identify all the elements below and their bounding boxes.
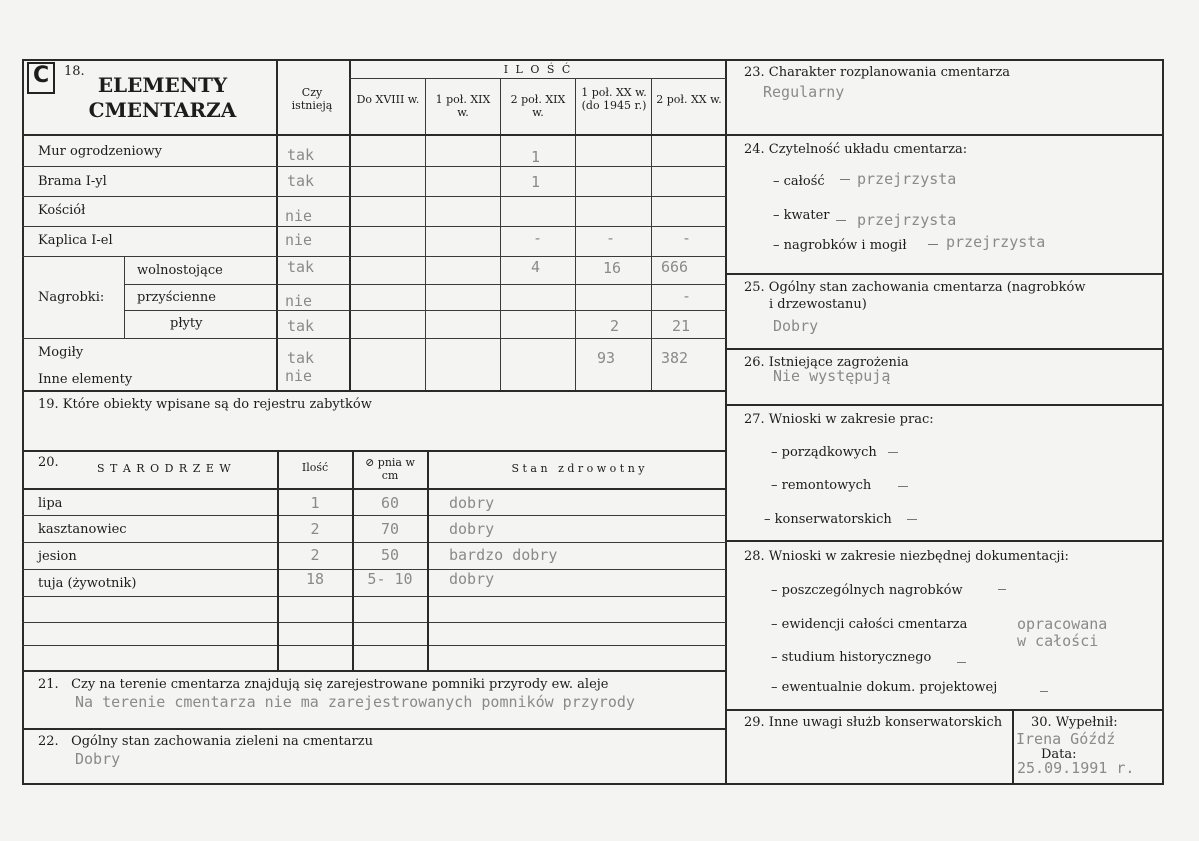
grid-line xyxy=(726,134,1164,136)
col-tree-diameter: ⊘ pnia w cm xyxy=(365,456,415,482)
grid-line xyxy=(22,450,726,452)
grid-line xyxy=(276,59,278,390)
section24-value: przejrzysta xyxy=(946,233,1046,251)
tree-name: tuja (żywotnik) xyxy=(38,576,137,591)
fill-line xyxy=(998,589,1006,590)
row-group-label: Nagrobki: xyxy=(38,290,105,305)
row-value: - xyxy=(606,229,616,247)
section26-value: Nie występują xyxy=(773,367,891,385)
section25-value: Dobry xyxy=(773,317,819,335)
section30-date-label: Data: xyxy=(1041,747,1077,762)
grid-line xyxy=(22,542,726,543)
grid-line xyxy=(349,78,726,79)
fill-line xyxy=(898,486,908,487)
grid-line xyxy=(651,79,652,390)
col-period-4: 1 poł. XX w. (do 1945 r.) xyxy=(581,86,647,112)
frame-line xyxy=(22,59,1164,61)
section24-value: przejrzysta xyxy=(857,170,957,188)
row-value: 1 xyxy=(531,148,541,166)
section24-item: – kwater xyxy=(773,208,830,223)
grid-line xyxy=(22,134,726,136)
grid-line xyxy=(425,79,426,390)
tree-name: jesion xyxy=(38,549,77,564)
section30-label: 30. Wypełnił: xyxy=(1031,715,1118,730)
grid-line xyxy=(124,256,125,338)
section21-value: Na terenie cmentarza nie ma zarejestrowanych pomników przyrody xyxy=(75,693,635,711)
section28-item: – ewidencji całości cmentarza xyxy=(771,617,968,632)
tree-health: dobry xyxy=(449,570,495,588)
section25-label: 25. Ogólny stan zachowania cmentarza (nagrobków xyxy=(744,280,1086,295)
row-exists: nie xyxy=(285,231,313,249)
grid-line xyxy=(277,450,279,670)
row-value: - xyxy=(682,229,692,247)
row-exists: nie xyxy=(285,292,313,310)
section28-item: – poszczególnych nagrobków xyxy=(771,583,963,598)
grid-line xyxy=(726,709,1164,711)
section25-label: i drzewostanu) xyxy=(769,297,867,312)
section18-title-line2: CMENTARZA xyxy=(88,98,237,122)
section20-title: S T A R O D R Z E W xyxy=(97,462,232,475)
row-exists: tak xyxy=(287,349,315,367)
col-period-1: Do XVIII w. xyxy=(356,93,420,106)
section18-title-line1: ELEMENTY xyxy=(97,73,228,97)
section24-value: przejrzysta xyxy=(857,211,957,229)
grid-line xyxy=(22,226,726,227)
section22-label: 22. Ogólny stan zachowania zieleni na cmentarzu xyxy=(38,734,373,749)
col-period-5: 2 poł. XX w. xyxy=(656,93,722,106)
tree-count: 18 xyxy=(305,570,325,588)
tree-count: 2 xyxy=(310,546,320,564)
grid-line xyxy=(22,256,726,257)
grid-line xyxy=(22,196,726,197)
tree-name: lipa xyxy=(38,496,63,511)
row-exists: tak xyxy=(287,317,315,335)
fill-line xyxy=(1040,691,1048,692)
grid-line xyxy=(22,596,726,597)
row-label: Brama I-yl xyxy=(38,174,107,189)
grid-line xyxy=(22,645,726,646)
fill-line xyxy=(840,179,850,180)
row-value: - xyxy=(533,229,543,247)
row-exists: tak xyxy=(287,172,315,190)
section20-number: 20. xyxy=(38,455,59,470)
grid-line xyxy=(22,338,726,339)
grid-line xyxy=(575,79,576,390)
tree-count: 1 xyxy=(310,494,320,512)
fill-line xyxy=(888,452,898,453)
grid-line xyxy=(22,488,726,490)
col-ilosc: I L O Ś Ć xyxy=(503,63,573,76)
row-exists: tak xyxy=(287,146,315,164)
frame-line xyxy=(1162,59,1164,784)
section23-label: 23. Charakter rozplanowania cmentarza xyxy=(744,65,1011,80)
row-value: - xyxy=(682,287,692,305)
frame-line xyxy=(726,783,1164,785)
row-value: 1 xyxy=(531,173,541,191)
row-label: Kaplica I-el xyxy=(38,233,113,248)
grid-line xyxy=(427,450,429,670)
tree-health: dobry xyxy=(449,520,495,538)
grid-line xyxy=(726,348,1164,350)
grid-line xyxy=(22,166,726,167)
row-value: 2 xyxy=(610,317,620,335)
row-label: przyścienne xyxy=(137,290,216,305)
row-label: płyty xyxy=(170,316,203,331)
grid-line xyxy=(726,404,1164,406)
section28-label: 28. Wnioski w zakresie niezbędnej dokumentacji: xyxy=(744,549,1069,564)
row-exists: tak xyxy=(287,258,315,276)
col-tree-health: S t a n z d r o w o t n y xyxy=(511,462,645,475)
section24-item: – nagrobków i mogił xyxy=(773,238,907,253)
section27-item: – konserwatorskich xyxy=(764,512,892,527)
section28-value: opracowana xyxy=(1017,615,1108,633)
tree-health: bardzo dobry xyxy=(449,546,558,564)
col-period-3: 2 poł. XIX w. xyxy=(510,93,566,119)
grid-line xyxy=(22,670,726,672)
corner-mark-letter: C xyxy=(33,63,50,88)
grid-line xyxy=(726,540,1164,542)
section22-value: Dobry xyxy=(75,750,121,768)
row-value: 93 xyxy=(597,349,616,367)
col-tree-count: Ilość xyxy=(301,461,329,474)
section24-item: – całość xyxy=(773,174,825,189)
grid-line xyxy=(125,284,726,285)
tree-health: dobry xyxy=(449,494,495,512)
col-period-2: 1 poł. XIX w. xyxy=(435,93,491,119)
tree-count: 2 xyxy=(310,520,320,538)
grid-line xyxy=(22,390,726,392)
frame-line xyxy=(22,59,24,784)
grid-line xyxy=(22,728,726,730)
grid-line xyxy=(500,79,501,390)
grid-line xyxy=(726,273,1164,275)
section27-item: – remontowych xyxy=(771,478,872,493)
row-value: 382 xyxy=(661,349,689,367)
fill-line xyxy=(836,220,846,221)
section29-label: 29. Inne uwagi służb konserwatorskich xyxy=(744,715,1003,730)
col-czy-istnieja: Czy istnieją xyxy=(291,86,333,112)
fill-line xyxy=(957,662,966,663)
row-exists: nie xyxy=(285,207,313,225)
section28-item: – ewentualnie dokum. projektowej xyxy=(771,680,998,695)
grid-line xyxy=(22,515,726,516)
section21-label: 21. Czy na terenie cmentarza znajdują się zarejestrowane pomniki przyrody ew. aleje xyxy=(38,677,609,692)
section18-number: 18. xyxy=(64,64,85,79)
section26-label: 26. Istniejące zagrożenia xyxy=(744,355,909,370)
tree-diameter: 70 xyxy=(380,520,400,538)
section19-label: 19. Które obiekty wpisane są do rejestru zabytków xyxy=(38,397,372,412)
grid-line xyxy=(349,59,351,390)
section24-label: 24. Czytelność układu cmentarza: xyxy=(744,142,968,157)
row-value: 4 xyxy=(531,258,541,276)
section28-item: – studium historycznego xyxy=(771,650,932,665)
grid-line xyxy=(1012,709,1014,784)
section23-value: Regularny xyxy=(763,83,845,101)
section30-name: Irena Góźdź xyxy=(1016,730,1116,748)
frame-line xyxy=(725,59,727,784)
section27-item: – porządkowych xyxy=(771,445,877,460)
section27-label: 27. Wnioski w zakresie prac: xyxy=(744,412,934,427)
grid-line xyxy=(22,622,726,623)
row-exists: nie xyxy=(285,367,313,385)
frame-line xyxy=(22,783,726,785)
row-label: Mogiły xyxy=(38,345,84,360)
tree-diameter: 5- 10 xyxy=(367,570,413,588)
grid-line xyxy=(125,310,726,311)
row-label: Inne elementy xyxy=(38,372,133,387)
section28-value: w całości xyxy=(1017,632,1099,650)
section30-date: 25.09.1991 r. xyxy=(1017,759,1135,777)
row-value: 666 xyxy=(661,258,689,276)
fill-line xyxy=(907,519,917,520)
row-value: 16 xyxy=(603,259,622,277)
fill-line xyxy=(928,244,938,245)
tree-diameter: 50 xyxy=(380,546,400,564)
row-label: Mur ogrodzeniowy xyxy=(38,144,162,159)
row-label: Kościół xyxy=(38,203,86,218)
row-label: wolnostojące xyxy=(137,263,223,278)
tree-diameter: 60 xyxy=(380,494,400,512)
tree-name: kasztanowiec xyxy=(38,522,127,537)
row-value: 21 xyxy=(672,317,691,335)
